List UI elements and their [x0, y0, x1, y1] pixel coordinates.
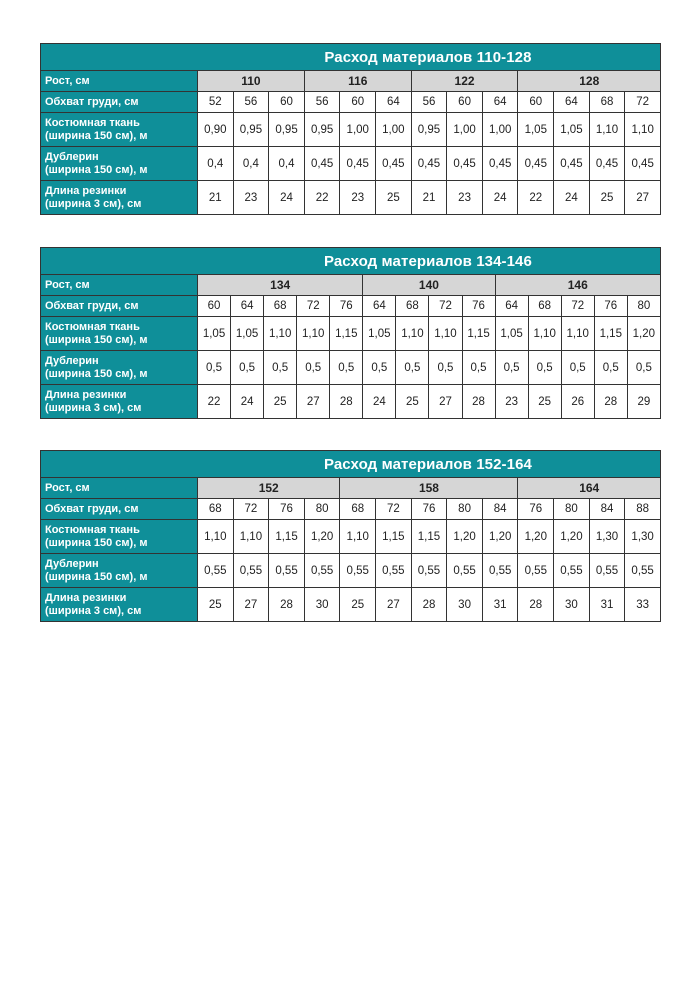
table-title-row: [41, 451, 661, 478]
table-cell: 56: [304, 92, 340, 113]
height-group-cell: 146: [495, 275, 660, 296]
table-cell: 0,95: [233, 113, 269, 147]
table-cell: 0,5: [264, 351, 297, 385]
table-cell: 0,55: [518, 554, 554, 588]
table-cell: 68: [340, 499, 376, 520]
table-cell: 1,20: [518, 520, 554, 554]
height-group-cell: 122: [411, 71, 518, 92]
table-cell: 1,15: [376, 520, 412, 554]
table-cell: 88: [625, 499, 661, 520]
table-cell: 0,45: [518, 147, 554, 181]
table-cell: 0,95: [411, 113, 447, 147]
table-cell: 29: [627, 385, 660, 419]
table-cell: 80: [304, 499, 340, 520]
table-cell: 24: [482, 181, 518, 215]
table-cell: 1,10: [561, 317, 594, 351]
table-title-row: [41, 44, 661, 71]
table-cell: 64: [482, 92, 518, 113]
table-cell: 1,10: [233, 520, 269, 554]
table-cell: 24: [231, 385, 264, 419]
table-cell: 26: [561, 385, 594, 419]
table-cell: 0,5: [561, 351, 594, 385]
table-cell: 1,10: [429, 317, 462, 351]
table-cell: 80: [447, 499, 483, 520]
table-cell: 64: [495, 296, 528, 317]
table-cell: 1,10: [340, 520, 376, 554]
table-cell: 27: [297, 385, 330, 419]
table-cell: 0,5: [231, 351, 264, 385]
table-cell: 27: [625, 181, 661, 215]
table-cell: 0,55: [198, 554, 234, 588]
materials-table-152-164: [40, 450, 661, 622]
row-label-height: Рост, см: [41, 478, 198, 499]
row-label-elastic: Длина резинки (ширина 3 см), см: [41, 588, 198, 622]
table-cell: 1,15: [411, 520, 447, 554]
table-cell: 56: [233, 92, 269, 113]
table-title: Расход материалов 134-146: [41, 248, 661, 275]
table-cell: 0,5: [297, 351, 330, 385]
table-cell: 76: [594, 296, 627, 317]
table-cell: 1,15: [462, 317, 495, 351]
table-cell: 68: [589, 92, 625, 113]
table-title: Расход материалов 110-128: [41, 44, 661, 71]
table-cell: 1,10: [625, 113, 661, 147]
table-cell: 60: [447, 92, 483, 113]
table-cell: 0,55: [554, 554, 590, 588]
table-cell: 1,15: [330, 317, 363, 351]
row-label-interlining: Дублерин (ширина 150 см), м: [41, 351, 198, 385]
table-cell: 22: [198, 385, 231, 419]
table-cell: 64: [376, 92, 412, 113]
chest-row: [41, 296, 661, 317]
table-cell: 1,00: [482, 113, 518, 147]
table-cell: 30: [554, 588, 590, 622]
elastic-row: [41, 588, 661, 622]
table-cell: 0,5: [396, 351, 429, 385]
fabric-row: [41, 113, 661, 147]
table-cell: 60: [340, 92, 376, 113]
height-group-cell: 134: [198, 275, 363, 296]
table-cell: 0,5: [198, 351, 231, 385]
table-cell: 23: [340, 181, 376, 215]
table-cell: 1,05: [198, 317, 231, 351]
table-cell: 1,00: [340, 113, 376, 147]
fabric-row: [41, 317, 661, 351]
interlining-row: [41, 147, 661, 181]
table-cell: 0,55: [376, 554, 412, 588]
height-group-cell: 110: [198, 71, 305, 92]
table-cell: 24: [269, 181, 305, 215]
table-cell: 68: [396, 296, 429, 317]
table-cell: 1,15: [269, 520, 305, 554]
height-group-cell: 116: [304, 71, 411, 92]
height-row: [41, 275, 661, 296]
height-group-cell: 140: [363, 275, 495, 296]
interlining-row: [41, 351, 661, 385]
table-cell: 28: [269, 588, 305, 622]
table-cell: 25: [264, 385, 297, 419]
table-cell: 72: [561, 296, 594, 317]
table-cell: 23: [447, 181, 483, 215]
table-cell: 0,45: [304, 147, 340, 181]
table-cell: 24: [554, 181, 590, 215]
table-cell: 1,00: [447, 113, 483, 147]
table-cell: 1,05: [231, 317, 264, 351]
table-cell: 1,05: [518, 113, 554, 147]
table-title: Расход материалов 152-164: [41, 451, 661, 478]
table-cell: 28: [518, 588, 554, 622]
table-cell: 33: [625, 588, 661, 622]
table-cell: 0,5: [429, 351, 462, 385]
table-cell: 0,4: [233, 147, 269, 181]
table-cell: 0,55: [625, 554, 661, 588]
table-cell: 1,10: [396, 317, 429, 351]
table-cell: 0,4: [198, 147, 234, 181]
table-cell: 1,30: [625, 520, 661, 554]
table-cell: 27: [233, 588, 269, 622]
row-label-elastic: Длина резинки (ширина 3 см), см: [41, 385, 198, 419]
table-cell: 76: [269, 499, 305, 520]
table-cell: 1,05: [363, 317, 396, 351]
chest-row: [41, 92, 661, 113]
table-cell: 25: [589, 181, 625, 215]
table-cell: 68: [528, 296, 561, 317]
table-cell: 0,4: [269, 147, 305, 181]
table-cell: 0,5: [462, 351, 495, 385]
table-cell: 28: [330, 385, 363, 419]
table-cell: 1,20: [482, 520, 518, 554]
height-group-cell: 158: [340, 478, 518, 499]
table-cell: 64: [363, 296, 396, 317]
table-cell: 23: [495, 385, 528, 419]
table-cell: 60: [518, 92, 554, 113]
table-cell: 21: [411, 181, 447, 215]
table-cell: 60: [269, 92, 305, 113]
table-cell: 56: [411, 92, 447, 113]
table-cell: 0,5: [528, 351, 561, 385]
table-cell: 80: [627, 296, 660, 317]
table-cell: 1,10: [264, 317, 297, 351]
table-cell: 72: [376, 499, 412, 520]
table-cell: 68: [264, 296, 297, 317]
height-group-cell: 164: [518, 478, 660, 499]
table-cell: 25: [396, 385, 429, 419]
chest-row: [41, 499, 661, 520]
row-label-elastic: Длина резинки (ширина 3 см), см: [41, 181, 198, 215]
table-cell: 27: [376, 588, 412, 622]
table-cell: 0,55: [411, 554, 447, 588]
table-cell: 0,45: [376, 147, 412, 181]
table-cell: 60: [198, 296, 231, 317]
table-cell: 0,5: [495, 351, 528, 385]
table-cell: 0,5: [363, 351, 396, 385]
row-label-fabric: Костюмная ткань (ширина 150 см), м: [41, 317, 198, 351]
table-cell: 23: [233, 181, 269, 215]
table-cell: 0,95: [269, 113, 305, 147]
table-cell: 0,55: [304, 554, 340, 588]
table-cell: 25: [198, 588, 234, 622]
materials-table-134-146: [40, 247, 661, 419]
table-cell: 0,55: [482, 554, 518, 588]
table-cell: 76: [330, 296, 363, 317]
table-cell: 52: [198, 92, 234, 113]
table-cell: 0,45: [340, 147, 376, 181]
table-cell: 0,55: [233, 554, 269, 588]
table-cell: 0,55: [589, 554, 625, 588]
row-label-chest: Обхват груди, см: [41, 296, 198, 317]
row-label-fabric: Костюмная ткань (ширина 150 см), м: [41, 113, 198, 147]
table-cell: 25: [528, 385, 561, 419]
table-title-row: [41, 248, 661, 275]
row-label-interlining: Дублерин (ширина 150 см), м: [41, 554, 198, 588]
table-cell: 27: [429, 385, 462, 419]
table-cell: 0,5: [627, 351, 660, 385]
table-cell: 1,05: [495, 317, 528, 351]
height-group-cell: 152: [198, 478, 340, 499]
materials-table-110-128: [40, 43, 661, 215]
table-cell: 84: [482, 499, 518, 520]
table-cell: 31: [589, 588, 625, 622]
table-cell: 68: [198, 499, 234, 520]
table-cell: 72: [429, 296, 462, 317]
table-cell: 72: [233, 499, 269, 520]
table-cell: 0,5: [594, 351, 627, 385]
table-cell: 1,30: [589, 520, 625, 554]
table-cell: 22: [518, 181, 554, 215]
table-cell: 22: [304, 181, 340, 215]
row-label-height: Рост, см: [41, 275, 198, 296]
table-cell: 80: [554, 499, 590, 520]
table-cell: 0,95: [304, 113, 340, 147]
height-row: [41, 71, 661, 92]
table-cell: 0,45: [482, 147, 518, 181]
table-cell: 1,20: [447, 520, 483, 554]
table-cell: 28: [594, 385, 627, 419]
table-cell: 1,10: [297, 317, 330, 351]
table-cell: 0,45: [625, 147, 661, 181]
table-cell: 76: [518, 499, 554, 520]
table-cell: 21: [198, 181, 234, 215]
table-cell: 0,90: [198, 113, 234, 147]
table-cell: 0,45: [447, 147, 483, 181]
table-cell: 25: [376, 181, 412, 215]
table-cell: 72: [625, 92, 661, 113]
table-cell: 0,45: [589, 147, 625, 181]
table-cell: 0,45: [411, 147, 447, 181]
table-cell: 0,55: [447, 554, 483, 588]
table-cell: 76: [462, 296, 495, 317]
table-cell: 84: [589, 499, 625, 520]
table-cell: 28: [411, 588, 447, 622]
row-label-fabric: Костюмная ткань (ширина 150 см), м: [41, 520, 198, 554]
table-cell: 64: [231, 296, 264, 317]
table-cell: 1,15: [594, 317, 627, 351]
row-label-interlining: Дублерин (ширина 150 см), м: [41, 147, 198, 181]
table-cell: 1,10: [198, 520, 234, 554]
elastic-row: [41, 181, 661, 215]
table-cell: 31: [482, 588, 518, 622]
height-group-cell: 128: [518, 71, 661, 92]
table-cell: 28: [462, 385, 495, 419]
table-cell: 1,10: [589, 113, 625, 147]
table-cell: 0,5: [330, 351, 363, 385]
table-cell: 0,55: [269, 554, 305, 588]
table-cell: 25: [340, 588, 376, 622]
table-cell: 76: [411, 499, 447, 520]
table-cell: 30: [447, 588, 483, 622]
row-label-chest: Обхват груди, см: [41, 499, 198, 520]
table-cell: 1,10: [528, 317, 561, 351]
table-cell: 1,20: [554, 520, 590, 554]
table-cell: 24: [363, 385, 396, 419]
table-cell: 64: [554, 92, 590, 113]
table-cell: 1,20: [304, 520, 340, 554]
table-cell: 1,00: [376, 113, 412, 147]
row-label-height: Рост, см: [41, 71, 198, 92]
elastic-row: [41, 385, 661, 419]
table-cell: 0,45: [554, 147, 590, 181]
interlining-row: [41, 554, 661, 588]
height-row: [41, 478, 661, 499]
fabric-row: [41, 520, 661, 554]
table-cell: 72: [297, 296, 330, 317]
table-cell: 1,20: [627, 317, 660, 351]
table-cell: 1,05: [554, 113, 590, 147]
row-label-chest: Обхват груди, см: [41, 92, 198, 113]
table-cell: 0,55: [340, 554, 376, 588]
table-cell: 30: [304, 588, 340, 622]
